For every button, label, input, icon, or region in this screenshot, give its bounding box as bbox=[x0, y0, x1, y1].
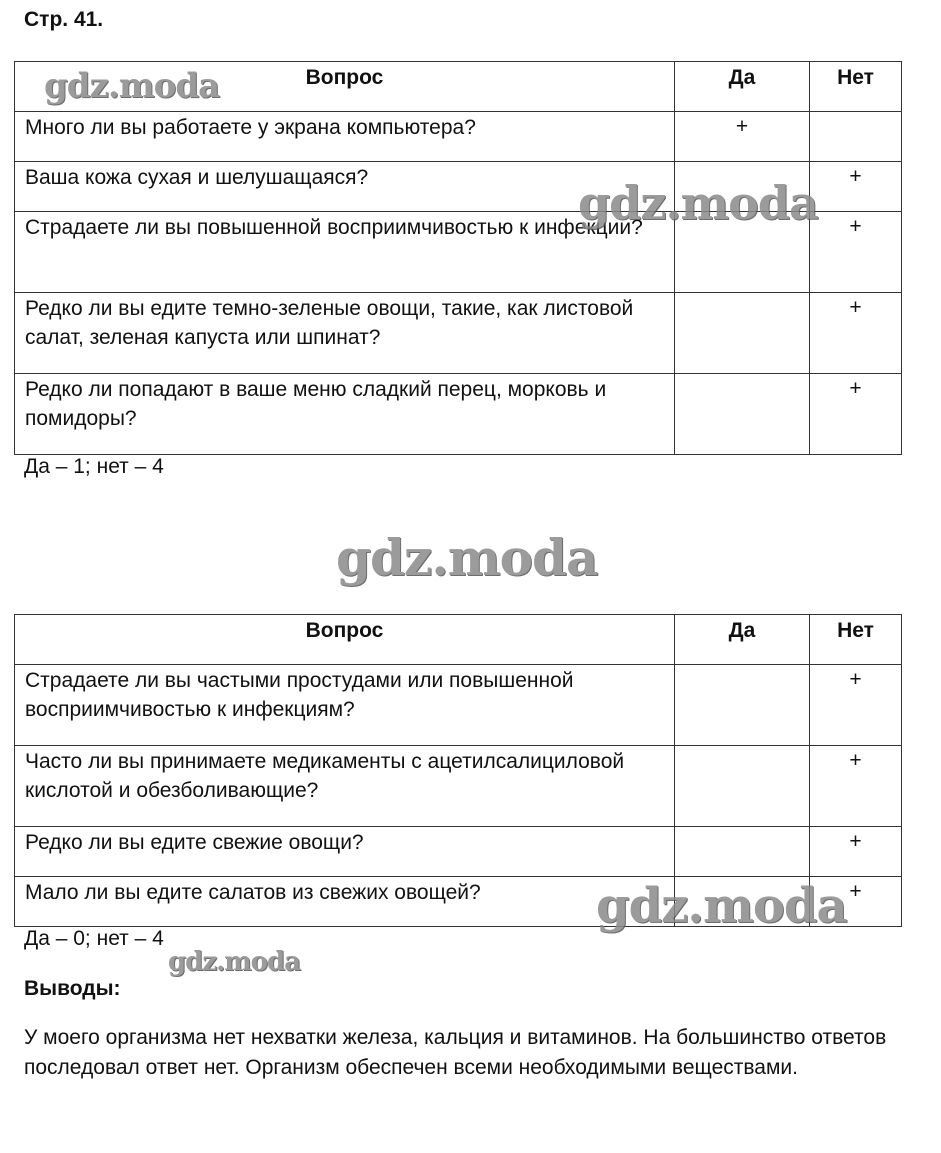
header-question: Вопрос bbox=[15, 62, 675, 112]
question-cell: Ваша кожа сухая и шелушащаяся? bbox=[15, 162, 675, 212]
yes-cell: + bbox=[675, 112, 810, 162]
question-cell: Редко ли попадают в ваше меню сладкий перец, морковь и помидоры? bbox=[15, 374, 675, 455]
watermark: gdz.moda bbox=[168, 947, 301, 977]
questionnaire-table-1 bbox=[14, 61, 902, 455]
table-row bbox=[15, 374, 902, 455]
yes-cell bbox=[675, 665, 810, 746]
yes-cell bbox=[675, 374, 810, 455]
table-row bbox=[15, 827, 902, 877]
header-no: Нет bbox=[810, 615, 902, 665]
question-cell: Страдаете ли вы повышенной восприимчивостью к инфекции? bbox=[15, 212, 675, 293]
question-cell: Страдаете ли вы частыми простудами или повышенной восприимчивостью к инфекциям? bbox=[15, 665, 675, 746]
no-cell: + bbox=[810, 827, 902, 877]
question-cell: Часто ли вы принимаете медикаменты с ацетилсалициловой кислотой и обезболивающие? bbox=[15, 746, 675, 827]
table-row bbox=[15, 112, 902, 162]
table-row bbox=[15, 293, 902, 374]
no-cell bbox=[810, 112, 902, 162]
question-cell: Редко ли вы едите темно-зеленые овощи, такие, как листовой салат, зеленая капуста или шпинат? bbox=[15, 293, 675, 374]
yes-cell bbox=[675, 293, 810, 374]
header-yes: Да bbox=[675, 62, 810, 112]
question-cell: Много ли вы работаете у экрана компьютера? bbox=[15, 112, 675, 162]
conclusion-heading: Выводы: bbox=[24, 977, 121, 1000]
page-title: Стр. 41. bbox=[24, 8, 104, 31]
table-row bbox=[15, 665, 902, 746]
header-question: Вопрос bbox=[15, 615, 675, 665]
table-row bbox=[15, 746, 902, 827]
yes-cell bbox=[675, 746, 810, 827]
header-yes: Да bbox=[675, 615, 810, 665]
yes-cell bbox=[675, 827, 810, 877]
no-cell: + bbox=[810, 877, 902, 927]
watermark: gdz.moda bbox=[578, 176, 818, 230]
watermark: gdz.moda bbox=[44, 66, 220, 106]
watermark: gdz.moda bbox=[596, 878, 847, 934]
question-cell: Редко ли вы едите свежие овощи? bbox=[15, 827, 675, 877]
no-cell: + bbox=[810, 293, 902, 374]
no-cell: + bbox=[810, 162, 902, 212]
header-no: Нет bbox=[810, 62, 902, 112]
no-cell: + bbox=[810, 374, 902, 455]
no-cell: + bbox=[810, 665, 902, 746]
table-header-row bbox=[15, 615, 902, 665]
table-2-summary: Да – 0; нет – 4 bbox=[24, 927, 164, 950]
table-1-summary: Да – 1; нет – 4 bbox=[24, 455, 164, 478]
no-cell: + bbox=[810, 746, 902, 827]
question-cell: Мало ли вы едите салатов из свежих овощей? bbox=[15, 877, 675, 927]
watermark: gdz.moda bbox=[336, 528, 598, 587]
no-cell: + bbox=[810, 212, 902, 293]
conclusion-text: У моего организма нет нехватки железа, кальция и витаминов. На большинство ответов последовал ответ нет. Организм обеспечен всеми необходимыми веществами. bbox=[24, 1026, 887, 1079]
